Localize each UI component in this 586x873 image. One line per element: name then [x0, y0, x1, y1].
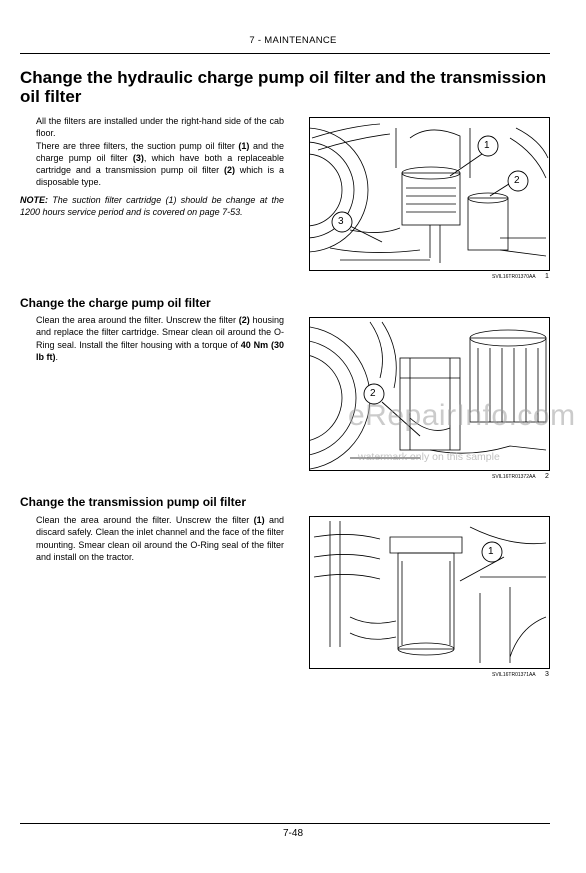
watermark-brand: eRepairInfo.com — [348, 399, 576, 432]
service-note: NOTE: The suction filter cartridge (1) should be change at the 1200 hours service period and is covered on page 7-53. — [20, 195, 284, 218]
header-rule — [20, 53, 550, 54]
figure-3-photo — [309, 516, 550, 669]
figure-3-illustration — [310, 517, 549, 668]
watermark-notice: watermark only on this sample — [358, 451, 500, 463]
charge-pump-text: Clean the area around the filter. Unscrew the filter (2) housing and replace the filter cartridge. Smear clean oil around the O-Ring seal. Install the filter housing with a torque of 40 Nm (30 lb ft). — [36, 315, 284, 362]
figure-2-illustration — [310, 318, 549, 470]
figure-1-callout-label-2: 2 — [514, 175, 520, 186]
transmission-pump-text: Clean the area around the filter. Unscrew the filter (1) and discard safely. Clean the inlet channel and the face of the filter mounting. Smear clean oil around the O-Ring seal of the filter and install on the tractor. — [36, 515, 284, 562]
figure-1-code: SVIL16TR01370AA — [492, 274, 536, 280]
heading-transmission-pump: Change the transmission pump oil filter — [20, 495, 247, 509]
page-title: Change the hydraulic charge pump oil filter and the transmission oil filter — [20, 68, 547, 106]
figure-1-callout-label-1: 1 — [484, 140, 490, 151]
intro-p1: All the filters are installed under the right-hand side of the cab floor. — [36, 116, 284, 139]
figure-3-number: 3 — [545, 671, 549, 678]
heading-charge-pump: Change the charge pump oil filter — [20, 296, 211, 310]
figure-1-illustration — [310, 118, 549, 270]
figure-3-callout-label-1: 1 — [488, 546, 494, 557]
figure-2-number: 2 — [545, 473, 549, 480]
figure-1-photo — [309, 117, 550, 271]
figure-2-callout-label-2: 2 — [370, 388, 376, 399]
figure-2-code: SVIL16TR01372AA — [492, 474, 536, 480]
figure-1-number: 1 — [545, 273, 549, 280]
figure-1-callout-label-3: 3 — [338, 216, 344, 227]
section-header: 7 - MAINTENANCE — [249, 35, 337, 46]
figure-3-code: SVIL16TR01371AA — [492, 672, 536, 678]
figure-2-photo — [309, 317, 550, 471]
footer-rule — [20, 823, 550, 824]
page-number: 7-48 — [282, 828, 303, 839]
intro-text: All the filters are installed under the right-hand side of the cab floor. There are three filters, the suction pump oil filter (1) and the charge pump oil filter (3), which have both a replaceable cartridge and a transmission pump oil filter (2) which is a disposable type. — [36, 116, 285, 188]
